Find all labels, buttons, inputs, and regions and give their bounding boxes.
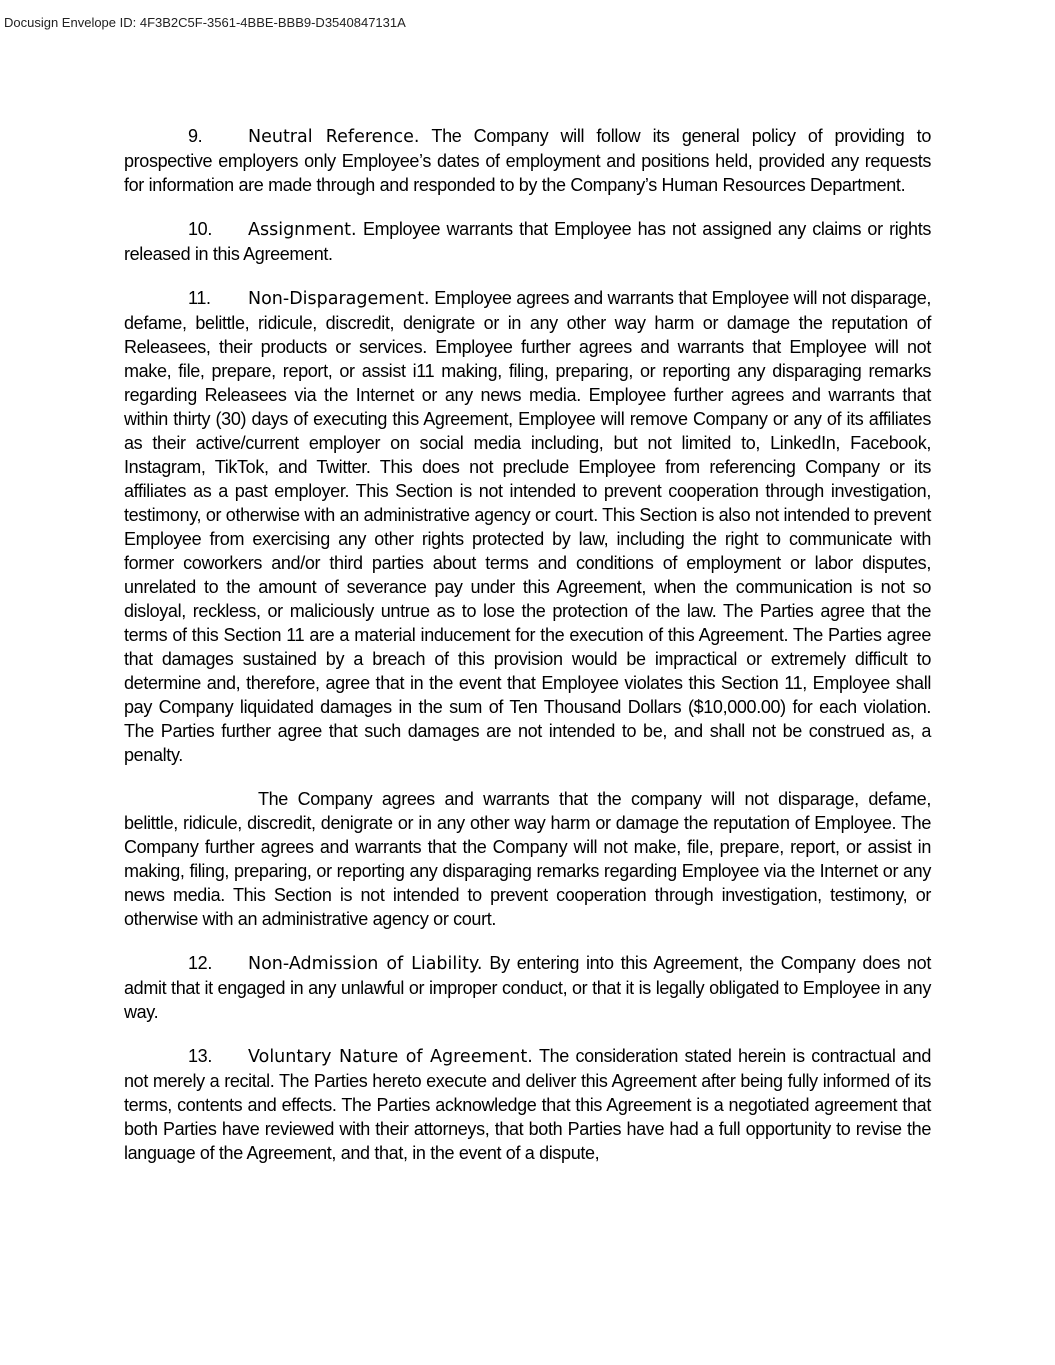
section-text: Employee agrees and warrants that Employee will not disparage, defame, belittle, ridicule, discredit, denigrate or in any other way harm or damage the reputation of Releasees, their products or services. Employee further agrees and warrants that Employee will not make, file, prepare, report, or assist i11 making, filing, preparing, or reporting any disparaging remarks regarding Releasees via the Internet or any news media. Employee further agrees and warrants that within thirty (30) days of executing this Agreement, Employee will remove Company or any of its affiliates as their active/current employer on social media including, but not limited to, LinkedIn, Facebook, Instagram, TikTok, and Twitter. This does not preclude Employee from referencing Company or its affiliates as a past employer. This Section is not intended to prevent cooperation through investigation, testimony, or otherwise with an administrative agency or court. This Section is also not intended to prevent Employee from exercising any other rights protected by law, including the right to communicate with former coworkers and/or third parties about terms and conditions of employment or labor disputes, unrelated to the amount of severance pay under this Agreement, when the communication is not so disloyal, reckless, or maliciously untrue as to lose the protection of the law. The Parties agree that the terms of this Section 11 are a material inducement for the execution of this Agreement. The Parties agree that damages sustained by a breach of this provision would be impractical or extremely difficult to determine and, therefore, agree that in the event that Employee violates this Section 11, Employee shall pay Company liquidated damages in the sum of Ten Thousand Dollars ($10,000.00) for each violation. The Parties further agree that such damages are not intended to be, and shall not be construed as, a penalty. [124, 288, 931, 765]
section-heading: Voluntary Nature of Agreement. [248, 1047, 533, 1067]
section-number: 11. [188, 288, 211, 308]
section-text: The Company will follow its general policy of providing to prospective employers only Employee’s dates of employment and positions held, provided any requests for information are made through and responded to by the Company’s Human Resources Department. [124, 126, 931, 195]
section-10-assignment [124, 217, 931, 266]
section-9-neutral-reference [124, 124, 931, 197]
section-number: 10. [188, 219, 212, 239]
section-text: By entering into this Agreement, the Company does not admit that it engaged in any unlawful or improper conduct, or that it is legally obligated to Employee in any way. [124, 953, 931, 1022]
section-heading: Non-Admission of Liability. [248, 954, 483, 974]
section-11-non-disparagement [124, 286, 931, 767]
section-text: The consideration stated herein is contractual and not merely a recital. The Parties hereto execute and deliver this Agreement after being fully informed of its terms, contents and effects. The Parties acknowledge that this Agreement is a negotiated agreement that both Parties have reviewed with their attorneys, that both Parties have had a full opportunity to revise the language of the Agreement, and that, in the event of a dispute, [124, 1046, 932, 1163]
section-heading: Neutral Reference. [248, 127, 420, 147]
section-heading: Assignment. [248, 220, 357, 240]
section-text: Employee warrants that Employee has not assigned any claims or rights released in this Agreement. [124, 219, 931, 264]
section-13-voluntary-nature [124, 1044, 931, 1165]
section-number: 9. [188, 126, 203, 146]
section-heading: Non-Disparagement. [248, 289, 430, 309]
section-11-company-obligation [124, 787, 931, 931]
document-body [124, 124, 931, 1165]
section-text: The Company agrees and warrants that the company will not disparage, defame, belittle, ridicule, discredit, denigrate or in any other way harm or damage the reputation of Employee. The Company further agrees and warrants that the Company will not make, file, prepare, report, or assist in making, filing, preparing, or reporting any disparaging remarks regarding Employee via the Internet or any news media. This Section is not intended to prevent cooperation through investigation, testimony, or otherwise with an administrative agency or court. [124, 789, 931, 929]
section-12-non-admission [124, 951, 931, 1024]
docusign-envelope-id: Docusign Envelope ID: 4F3B2C5F-3561-4BBE-BBB9-D3540847131A [4, 15, 406, 30]
section-number: 13. [188, 1046, 212, 1066]
section-number: 12. [188, 953, 212, 973]
